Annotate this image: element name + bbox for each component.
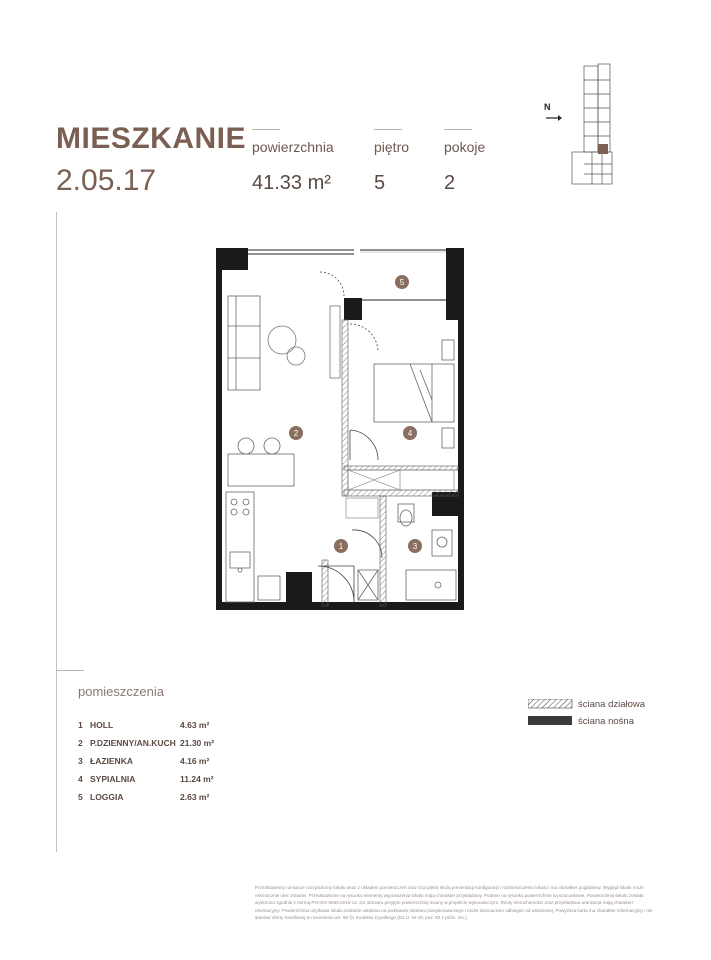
rooms-tick <box>56 670 84 671</box>
stat-value-floor: 5 <box>374 172 386 194</box>
legend-load-bearing-wall: ściana nośna <box>578 716 634 727</box>
room-row <box>78 756 218 772</box>
room-row <box>78 720 218 736</box>
stat-value-rooms: 2 <box>444 172 456 194</box>
room-marker-5 <box>395 275 409 289</box>
partition-wall-swatch <box>528 699 572 708</box>
footnote: Przedstawiony na karcie rzut poziomy lokalu wraz z układem pomieszczeń oraz rzut piętra służą prezentacji konfiguracji i rozmieszczenia lokalu i ma charakter poglądowy. Wygląd lokalu może nieznacznie ulec zmianie. Przedstawione na rysunku elementy wyposażenia lokalu mają charakter przykładowy. Podane na rysunku powierzchnie są szacunkowe. Powierzchnia lokalu została wyliczona zgodnie z normą PN-ISO 9836:2015-12. Do obmiaru przyjęto powierzchnię ściany w projekcie wykonawczym. Rzuty nieruchomości oraz przykładowa aranżacja mają charakter orientacyjny. Powierzchnia użytkowa lokalu zostanie ustalona na podstawie obmiaru powykonawczego i może nieznacznie odbiegać od wskazanej. Powyższa karta ma charakter informacyjny i nie stanowi oferty handlowej w rozumieniu art. 66 §1 Kodeksu Cywilnego (Dz.U. Nr 16, poz. 93 z późn. zm.). <box>255 885 653 921</box>
svg-text:5: 5 <box>399 278 405 287</box>
building-outline-icon <box>572 64 612 184</box>
room-name: ŁAZIENKA <box>90 756 133 766</box>
room-name: P.DZIENNY/AN.KUCH <box>90 738 176 748</box>
room-row <box>78 792 218 808</box>
room-num: 1 <box>78 720 83 730</box>
room-row <box>78 738 218 754</box>
stat-value-area: 41.33 m² <box>252 172 331 194</box>
legend-swatches <box>528 699 576 727</box>
svg-text:3: 3 <box>412 542 418 551</box>
room-marker-1 <box>334 539 348 553</box>
room-area: 11.24 m² <box>180 774 214 784</box>
room-row <box>78 774 218 790</box>
room-num: 4 <box>78 774 83 784</box>
stat-label-rooms: pokoje <box>444 139 486 155</box>
room-area: 4.63 m² <box>180 720 210 730</box>
load-bearing-wall-swatch <box>528 716 572 725</box>
room-name: SYPIALNIA <box>90 774 136 784</box>
legend-partition-wall: ściana działowa <box>578 699 646 710</box>
room-area: 21.30 m² <box>180 738 215 748</box>
room-area: 4.16 m² <box>180 756 210 766</box>
stat-rule <box>444 129 472 130</box>
room-num: 2 <box>78 738 83 748</box>
left-divider <box>56 212 57 852</box>
north-arrow-icon <box>546 115 562 121</box>
room-marker-4 <box>403 426 417 440</box>
stat-rule <box>374 129 402 130</box>
room-num: 5 <box>78 792 83 802</box>
room-name: LOGGIA <box>90 792 124 802</box>
compass-label: N <box>544 102 551 112</box>
room-num: 3 <box>78 756 83 766</box>
room-marker-3 <box>408 539 422 553</box>
room-area: 2.63 m² <box>180 792 210 802</box>
svg-text:1: 1 <box>338 542 344 551</box>
stat-label-floor: piętro <box>374 139 410 155</box>
apartment-number: 2.05.17 <box>56 164 157 197</box>
unit-highlight <box>598 144 608 154</box>
key-plan <box>540 60 640 190</box>
rooms-heading: pomieszczenia <box>78 684 164 699</box>
stat-label-area: powierzchnia <box>252 139 334 155</box>
page-title: MIESZKANIE <box>56 122 247 155</box>
svg-text:2: 2 <box>293 429 299 438</box>
room-marker-2 <box>289 426 303 440</box>
room-markers <box>210 240 470 620</box>
svg-text:4: 4 <box>407 429 413 438</box>
stat-rule <box>252 129 280 130</box>
room-name: HOLL <box>90 720 114 730</box>
